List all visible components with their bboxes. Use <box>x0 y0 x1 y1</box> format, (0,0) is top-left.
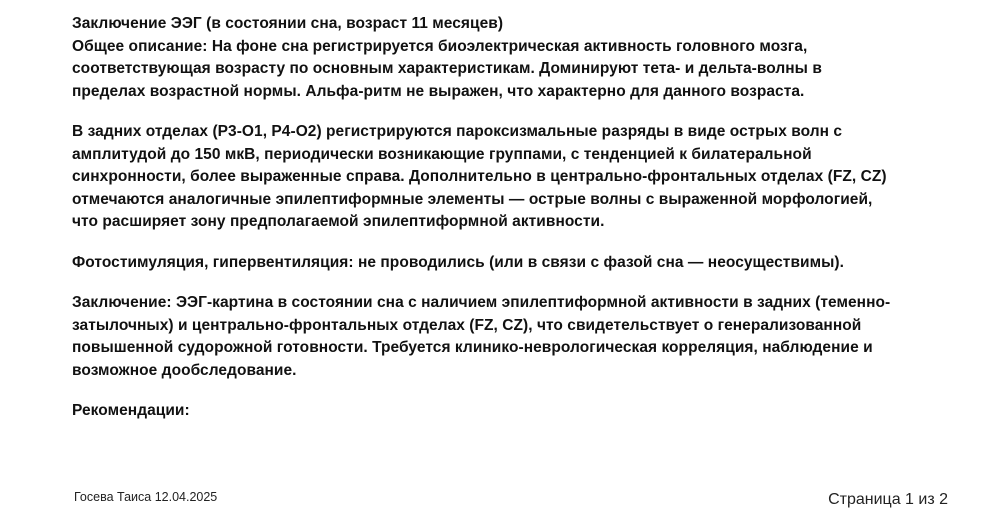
findings-line: амплитудой до 150 мкВ, периодически возникающие группами, с тенденцией к билатеральной <box>72 145 812 163</box>
paragraph-spacer <box>72 234 972 252</box>
paragraph-spacer <box>72 382 972 400</box>
findings-line: отмечаются аналогичные эпилептиформные элементы — острые волны с выраженной морфологией, <box>72 190 873 208</box>
general-description-section <box>72 36 972 104</box>
general-description-line: пределах возрастной нормы. Альфа-ритм не выражен, что характерно для данного возраста. <box>72 82 805 100</box>
footer-author-date: Госева Таиса 12.04.2025 <box>74 490 218 504</box>
recommendations-heading: Рекомендации: <box>72 402 190 419</box>
findings-line: В задних отделах (P3-O1, P4-O2) регистрируются пароксизмальные разряды в виде острых волн с <box>72 123 843 140</box>
paragraph-spacer <box>72 103 972 121</box>
conclusion-line: затылочных) и центрально-фронтальных отделах (FZ, CZ), что свидетельствует о генерализованной <box>72 316 862 334</box>
findings-line: что расширяет зону предполагаемой эпилептиформной активности. <box>72 213 605 230</box>
general-description-line: соответствующая возрасту по основным характеристикам. Доминируют тета- и дельта-волны в <box>72 60 822 77</box>
document-title: Заключение ЭЭГ (в состоянии сна, возраст 11 месяцев) <box>72 15 504 32</box>
conclusion-line: возможное дообследование. <box>72 361 297 379</box>
general-description-line: Общее описание: На фоне сна регистрируется биоэлектрическая активность головного мозга, <box>72 37 808 55</box>
paragraph-spacer <box>72 274 972 292</box>
footer-page-indicator: Страница 1 из 2 <box>828 491 948 508</box>
conclusion-line: Заключение: ЭЭГ-картина в состоянии сна с наличием эпилептиформной активности в задних (теменно- <box>72 294 891 311</box>
findings-line: синхронности, более выраженные справа. Дополнительно в центрально-фронтальных отделах (FZ, CZ) <box>72 168 887 185</box>
findings-section <box>72 121 972 234</box>
conclusion-line: повышенной судорожной готовности. Требуется клинико-неврологическая корреляция, наблюдение и <box>72 339 873 356</box>
conclusion-section <box>72 292 972 382</box>
provocation-line: Фотостимуляция, гипервентиляция: не проводились (или в связи с фазой сна — неосуществимы). <box>72 253 844 271</box>
document-body <box>72 13 972 423</box>
